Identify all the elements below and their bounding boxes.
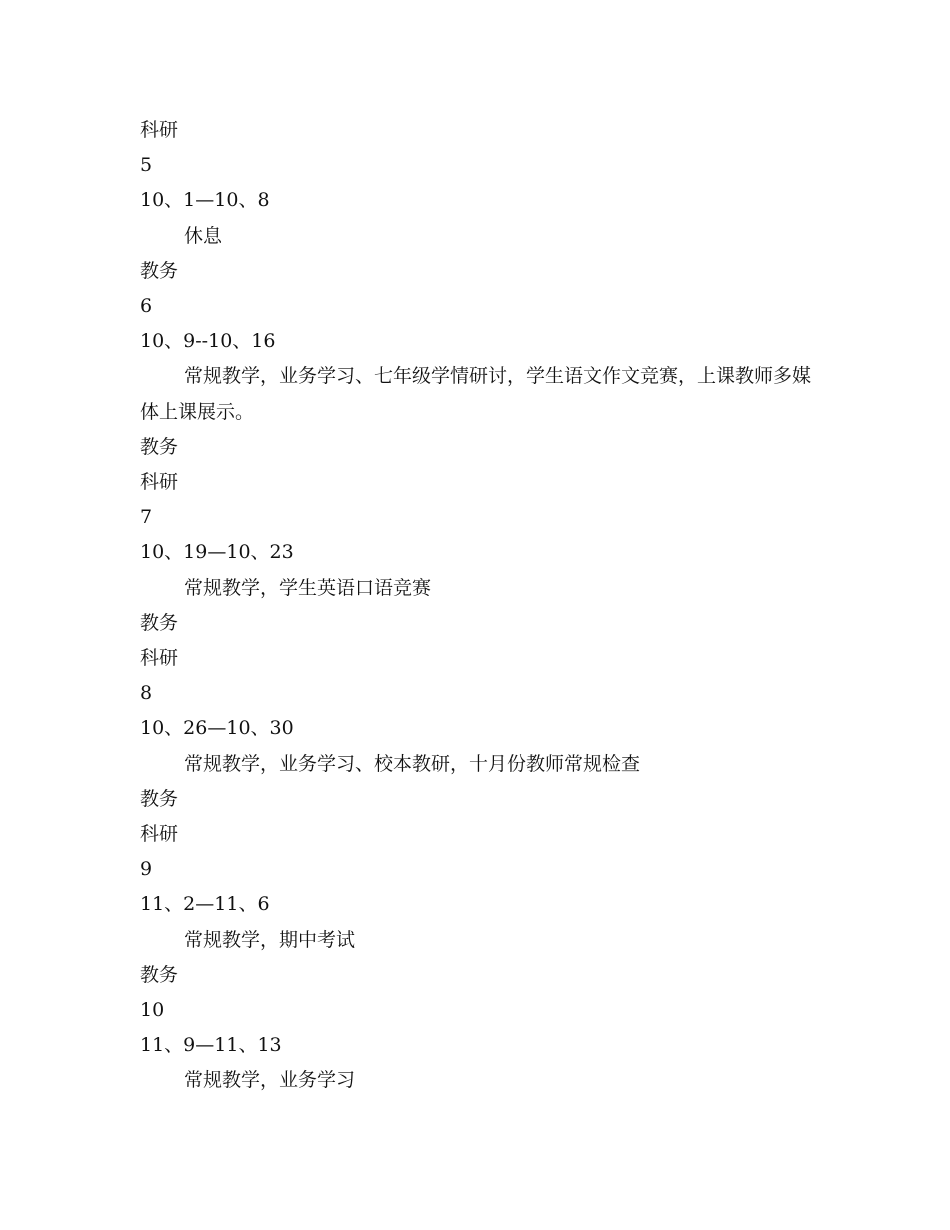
- schedule-line: 6: [140, 295, 153, 318]
- schedule-activity-text: 休息: [184, 224, 223, 247]
- schedule-activity-text: 常规教学，业务学习: [184, 1069, 356, 1092]
- schedule-line: 11、2—11、6: [140, 893, 270, 916]
- schedule-line: 教务: [140, 787, 179, 810]
- schedule-line: 5: [140, 154, 153, 177]
- schedule-line: 10、19—10、23: [140, 541, 294, 564]
- schedule-line: 教务: [140, 963, 179, 986]
- schedule-line: 10、9--10、16: [140, 330, 276, 353]
- document-body: [140, 113, 820, 1099]
- schedule-line: 7: [140, 506, 153, 529]
- schedule-line: 科研: [140, 471, 179, 494]
- schedule-line: 科研: [140, 823, 179, 846]
- schedule-line: 教务: [140, 435, 179, 458]
- schedule-line: 教务: [140, 259, 179, 282]
- schedule-line: 8: [140, 682, 153, 705]
- schedule-line: 10: [140, 999, 165, 1022]
- schedule-line: 教务: [140, 611, 179, 634]
- schedule-activity-text: 常规教学，期中考试: [184, 928, 356, 951]
- schedule-activity-text: 常规教学，业务学习、校本教研，十月份教师常规检查: [184, 752, 641, 775]
- schedule-line: 科研: [140, 119, 179, 141]
- schedule-line: 10、26—10、30: [140, 717, 294, 740]
- schedule-line: 10、1—10、8: [140, 189, 270, 212]
- schedule-line: 11、9—11、13: [140, 1034, 282, 1057]
- schedule-activity-text: 常规教学，学生英语口语竞赛: [184, 576, 432, 599]
- schedule-line: 9: [140, 858, 153, 881]
- schedule-activity-text: 常规教学，业务学习、七年级学情研讨，学生语文作文竞赛，上课教师多媒体上课展示。: [140, 365, 812, 423]
- schedule-line: 科研: [140, 647, 179, 670]
